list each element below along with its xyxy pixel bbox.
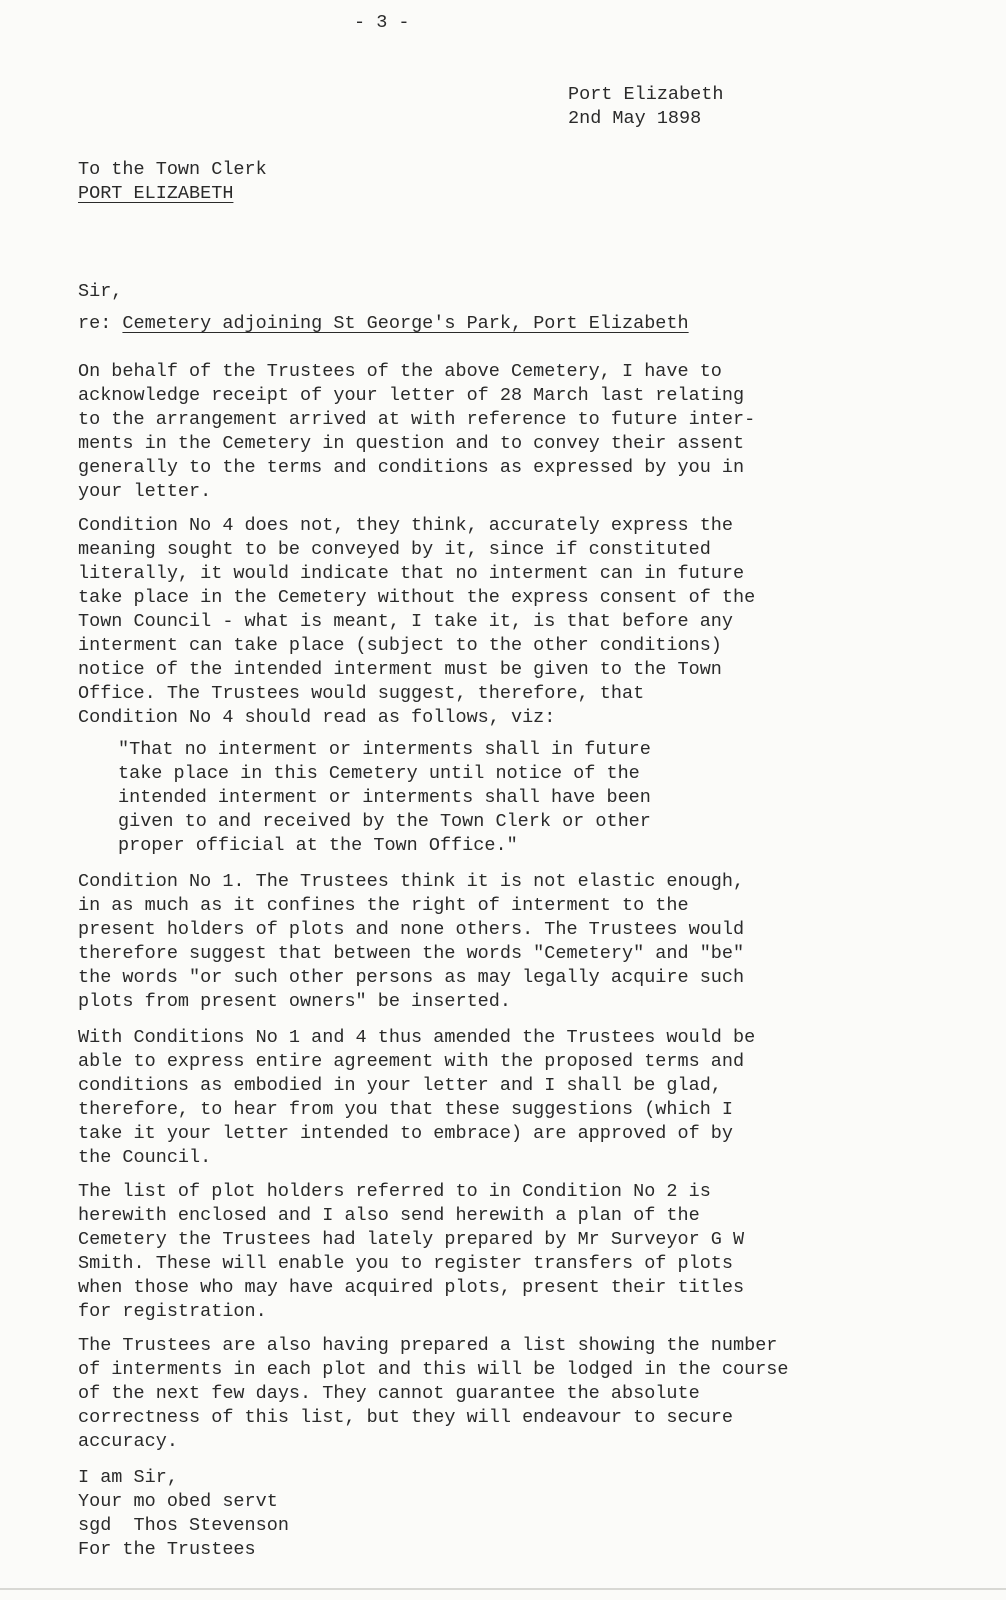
signature-line: sgd Thos Stevenson xyxy=(78,1515,289,1536)
proposed-condition-quote: "That no interment or interments shall in future take place in this Cemetery until notice of the intended interment or interments shall have been given to and received by the Town Clerk or other proper official at the Town Office." xyxy=(118,739,651,856)
subject-line xyxy=(78,312,689,336)
paragraph-condition-1: Condition No 1. The Trustees think it is not elastic enough, in as much as it confines the right of interment to the present holders of plots and none others. The Trustees would therefore suggest that between the words "Cemetery" and "be" the words "or such other persons as may legally acquire such plots from present owners" be inserted. xyxy=(78,871,745,1012)
addressee-city: PORT ELIZABETH xyxy=(78,183,234,204)
subject-prefix: re: xyxy=(78,313,123,334)
paragraph-acknowledgement: On behalf of the Trustees of the above Cemetery, I have to acknowledge receipt of your letter of 28 March last relating to the arrangement arrived at with reference to future inter- ments in the Cemetery in question and to convey their assent generally to the terms and conditions as expressed by you in your letter. xyxy=(78,361,756,502)
page-edge-divider xyxy=(0,1588,1006,1590)
letter-date: 2nd May 1898 xyxy=(568,108,702,129)
paragraph-interments-list: The Trustees are also having prepared a list showing the number of interments in each plot and this will be lodged in the course of the next few days. They cannot guarantee the absolute correctness of this list, but they will endeavour to secure accuracy. xyxy=(78,1335,789,1452)
subject-text: Cemetery adjoining St George's Park, Port Elizabeth xyxy=(122,313,689,334)
letter-place: Port Elizabeth xyxy=(568,84,724,105)
closing-line: Your mo obed servt xyxy=(78,1491,278,1512)
closing-line: For the Trustees xyxy=(78,1539,256,1560)
paragraph-condition-4: Condition No 4 does not, they think, accurately express the meaning sought to be conveyed by it, since if constituted literally, it would indicate that no interment can in future take place in the Cemetery without the express consent of the Town Council - what is meant, I take it, is that before any interment can take place (subject to the other conditions) notice of the intended interment must be given to the Town Office. The Trustees would suggest, therefore, that Condition No 4 should read as follows, viz: xyxy=(78,515,756,728)
paragraph-plot-holders: The list of plot holders referred to in Condition No 2 is herewith enclosed and I also send herewith a plan of the Cemetery the Trustees had lately prepared by Mr Surveyor G W Smith. These will enable you to register transfers of plots when those who may have acquired plots, present their titles for registration. xyxy=(78,1181,745,1322)
addressee-line: To the Town Clerk xyxy=(78,159,267,180)
paragraph-agreement: With Conditions No 1 and 4 thus amended the Trustees would be able to express entire agreement with the proposed terms and conditions as embodied in your letter and I shall be glad, therefore, to hear from you that these suggestions (which I take it your letter intended to embrace) are approved of by the Council. xyxy=(78,1027,756,1168)
page-number: - 3 - xyxy=(354,12,410,33)
salutation: Sir, xyxy=(78,281,123,302)
closing-line: I am Sir, xyxy=(78,1467,178,1488)
